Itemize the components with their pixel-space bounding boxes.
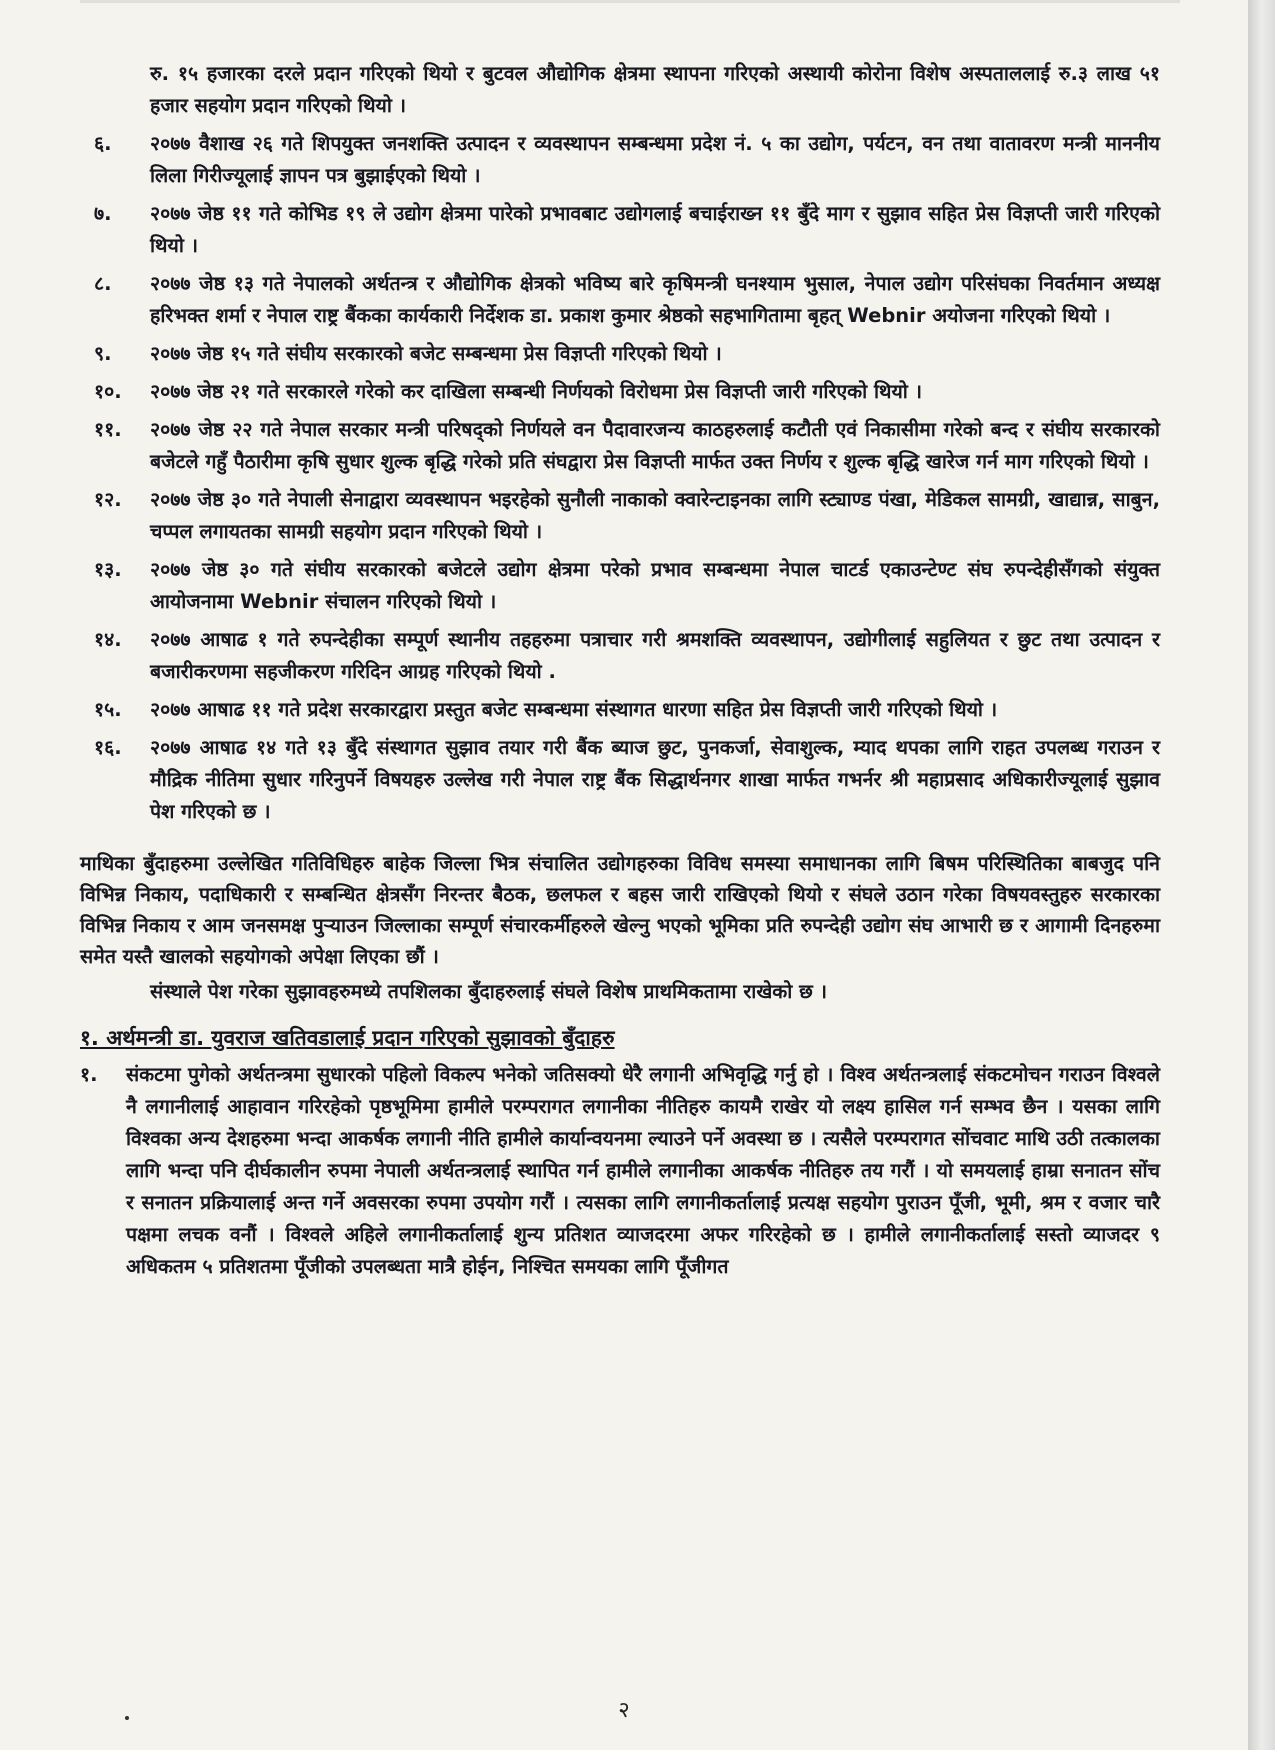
summary-paragraph: माथिका बुँदाहरुमा उल्लेखित गतिविधिहरु बाहेक जिल्ला भित्र संचालित उद्योगहरुका विविध समस्या समाधानका लागि बिषम परिस्थितिका बाबजुद पनि विभिन्न निकाय, पदाधिकारी र सम्बन्धित क्षेत्रसँग निरन्तर बैठक, छलफल र बहस जारी राखिएको थियो र संघले उठान गरेका विषयवस्तुहरु सरकारका विभिन्न निकाय र आम जनसमक्ष पुऱ्याउन जिल्लाका सम्पूर्ण संचारकर्मीहरुले खेल्नु भएको भूमिका प्रति रुपन्देही उद्योग संघ आभारी छ र आगामी दिनहरुमा समेत यस्तै खालको सहयोगको अपेक्षा लिएका छौं । [80, 852, 1160, 968]
continued-paragraph: रु. १५ हजारका दरले प्रदान गरिएको थियो र बुटवल औद्योगिक क्षेत्रमा स्थापना गरिएको अस्थायी कोरोना विशेष अस्पताललाई रु.३ लाख ५१ हजार सहयोग प्रदान गरिएको थियो । [150, 62, 1160, 117]
section-list-item [80, 1059, 1160, 1283]
list-item [80, 624, 1160, 688]
list-item [80, 198, 1160, 262]
item-number: ११. [94, 418, 122, 441]
item-text: २०७७ जेष्ठ २१ गते सरकारले गरेको कर दाखिला सम्बन्धी निर्णयको विरोधमा प्रेस विज्ञप्ती जारी गरिएको थियो । [150, 380, 922, 403]
list-item [80, 338, 1160, 370]
activity-list [80, 128, 1160, 828]
item-text: २०७७ वैशाख २६ गते शिपयुक्त जनशक्ति उत्पादन र व्यवस्थापन सम्बन्धमा प्रदेश नं. ५ का उद्योग, पर्यटन, वन तथा वातावरण मन्त्री माननीय लिला गिरीज्यूलाई ज्ञापन पत्र बुझाईएको थियो । [150, 132, 1160, 187]
item-text: २०७७ आषाढ १४ गते १३ बुँदे संस्थागत सुझाव तयार गरी बैंक ब्याज छुट, पुनकर्जा, सेवाशुल्क, म्याद थपका लागि राहत उपलब्ध गराउन र मौद्रिक नीतिमा सुधार गरिनुपर्ने विषयहरु उल्लेख गरी नेपाल राष्ट्र बैंक सिद्धार्थनगर शाखा मार्फत गभर्नर श्री महाप्रसाद अधिकारीज्यूलाई सुझाव पेश गरिएको छ । [150, 736, 1160, 823]
page-fold-shadow [80, 0, 1180, 3]
list-item [80, 128, 1160, 192]
list-item [80, 484, 1160, 548]
list-item [80, 554, 1160, 618]
item-number: ८. [94, 272, 112, 295]
list-item [80, 414, 1160, 478]
priority-note: संस्थाले पेश गरेका सुझावहरुमध्ये तपशिलका बुँदाहरुलाई संघले विशेष प्राथमिकतामा राखेको छ । [150, 980, 827, 1003]
list-item [80, 268, 1160, 332]
item-number: १३. [94, 558, 122, 581]
list-item [80, 694, 1160, 726]
item-text: २०७७ जेष्ठ २२ गते नेपाल सरकार मन्त्री परिषद्को निर्णयले वन पैदावारजन्य काठहरुलाई कटौती एवं निकासीमा गरेको बन्द र संघीय सरकारको बजेटले गहुँ पैठारीमा कृषि सुधार शुल्क बृद्धि गरेको प्रति संघद्वारा प्रेस विज्ञप्ती मार्फत उक्त निर्णय र शुल्क बृद्धि खारेज गर्न माग गरिएको थियो । [150, 418, 1160, 473]
item-text: २०७७ जेष्ठ १५ गते संघीय सरकारको बजेट सम्बन्धमा प्रेस विज्ञप्ती गरिएको थियो । [150, 342, 722, 365]
item-number: १४. [94, 628, 122, 651]
item-text: २०७७ जेष्ठ ३० गते संघीय सरकारको बजेटले उद्योग क्षेत्रमा परेको प्रभाव सम्बन्धमा नेपाल चाटर्ड एकाउन्टेण्ट संघ रुपन्देहीसँगको संयुक्त आयोजनामा Webnir संचालन गरिएको थियो । [150, 558, 1160, 613]
item-text: २०७७ जेष्ठ ३० गते नेपाली सेनाद्वारा व्यवस्थापन भइरहेको सुनौली नाकाको क्वारेन्टाइनका लागि स्ट्याण्ड पंखा, मेडिकल सामग्री, खाद्यान्न, साबुन, चप्पल लगायतका सामग्री सहयोग प्रदान गरिएको थियो । [150, 488, 1160, 543]
speck-mark [125, 1716, 129, 1720]
item-number: १२. [94, 488, 122, 511]
item-number: ९. [94, 342, 112, 365]
item-number: १०. [94, 380, 122, 403]
page-number: २ [618, 1698, 630, 1723]
item-text: २०७७ जेष्ठ १३ गते नेपालको अर्थतन्त्र र औद्योगिक क्षेत्रको भविष्य बारे कृषिमन्त्री घनश्याम भुसाल, नेपाल उद्योग परिसंघका निवर्तमान अध्यक्ष हरिभक्त शर्मा र नेपाल राष्ट्र बैंकका कार्यकारी निर्देशक डा. प्रकाश कुमार श्रेष्ठको सहभागितामा बृहत् Webnir अयोजना गरिएको थियो । [150, 272, 1160, 327]
item-number: ७. [94, 202, 112, 225]
document-body [80, 58, 1160, 1283]
item-text: २०७७ आषाढ १ गते रुपन्देहीका सम्पूर्ण स्थानीय तहहरुमा पत्राचार गरी श्रमशक्ति व्यवस्थापन, उद्योगीलाई सहुलियत र छुट तथा उत्पादन र बजारीकरणमा सहजीकरण गरिदिन आग्रह गरिएको थियो . [150, 628, 1160, 683]
item-number: ६. [94, 132, 112, 155]
list-item [80, 376, 1160, 408]
item-text: २०७७ जेष्ठ ११ गते कोभिड १९ ले उद्योग क्षेत्रमा पारेको प्रभावबाट उद्योगलाई बचाईराख्न ११ बुँदे माग र सुझाव सहित प्रेस विज्ञप्ती जारी गरिएको थियो । [150, 202, 1160, 257]
item-text: २०७७ आषाढ ११ गते प्रदेश सरकारद्वारा प्रस्तुत बजेट सम्बन्धमा संस्थागत धारणा सहित प्रेस विज्ञप्ती जारी गरिएको थियो । [150, 698, 998, 721]
item-number: १५. [94, 698, 122, 721]
list-item [80, 732, 1160, 828]
item-number: १. [80, 1063, 98, 1086]
scanner-edge [1248, 0, 1275, 1750]
item-text: संकटमा पुगेको अर्थतन्त्रमा सुधारको पहिलो विकल्प भनेको जतिसक्यो धेरै लगानी अभिवृद्धि गर्नु हो । विश्व अर्थतन्त्रलाई संकटमोचन गराउन विश्वले नै लगानीलाई आहावान गरिरहेको पृष्ठभूमिमा हामीले परम्परागत लगानीका नीतिहरु कायमै राखेर यो लक्ष्य हासिल गर्न सम्भव छैन । यसका लागि विश्वका अन्य देशहरुमा भन्दा आकर्षक लगानी नीति हामीले कार्यान्वयनमा ल्याउने पर्ने अवस्था छ । त्यसैले परम्परागत सोंचवाट माथि उठी तत्कालका लागि भन्दा पनि दीर्घकालीन रुपमा नेपाली अर्थतन्त्रलाई स्थापित गर्न हामीले लगानीका आकर्षक नीतिहरु तय गरौं । यो समयलाई हाम्रा सनातन सोंच र सनातन प्रक्रियालाई अन्त गर्ने अवसरका रुपमा उपयोग गरौं । त्यसका लागि लगानीकर्तालाई प्रत्यक्ष सहयोग पुराउन पूँजी, भूमी, श्रम र वजार चारै पक्षमा लचक वनौं । विश्वले अहिले लगानीकर्तालाई शुन्य प्रतिशत व्याजदरमा अफर गरिरहेको छ । हामीले लगानीकर्तालाई सस्तो व्याजदर ९ अधिकतम ५ प्रतिशतमा पूँजीको उपलब्धता मात्रै होईन, निश्चित समयका लागि पूँजीगत [126, 1063, 1160, 1278]
item-number: १६. [94, 736, 122, 759]
section-heading: १. अर्थमन्त्री डा. युवराज खतिवडालाई प्रदान गरिएको सुझावको बुँदाहरु [80, 1026, 615, 1050]
